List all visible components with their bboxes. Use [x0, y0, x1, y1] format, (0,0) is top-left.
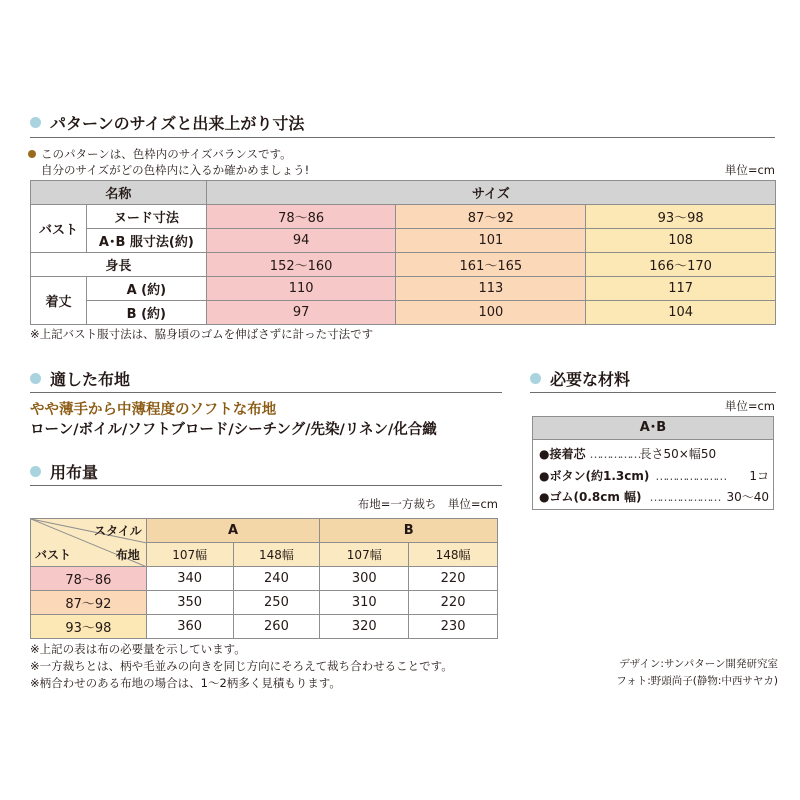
table-cell: 320	[320, 615, 409, 639]
row-label-garment: A･B 服寸法(約)	[86, 229, 206, 253]
section-divider	[30, 485, 502, 486]
table-cell: 240	[233, 567, 320, 591]
row-label-height: 身長	[31, 253, 207, 277]
material-leader: ……………	[589, 446, 640, 461]
section-bullet-icon	[30, 466, 41, 477]
materials-section-title	[530, 367, 630, 390]
style-a-header: A	[146, 519, 320, 543]
size-note-line2: 自分のサイズがどの色枠内に入るか確かめましょう!	[41, 163, 310, 177]
materials-box	[532, 416, 774, 510]
row-label-b: B (約)	[86, 301, 206, 325]
row-label-bust: バスト	[31, 205, 87, 253]
table-row	[31, 591, 498, 615]
section-bullet-icon	[30, 373, 41, 384]
yardage-table	[30, 518, 498, 639]
material-leader: …………………	[655, 468, 726, 483]
credits	[560, 656, 778, 690]
table-cell: 250	[233, 591, 320, 615]
diagonal-header-cell	[31, 519, 147, 567]
table-cell: 260	[233, 615, 320, 639]
table-row	[31, 615, 498, 639]
table-cell: 350	[146, 591, 233, 615]
section-divider	[30, 137, 775, 138]
fabric-section-title-text: 適した布地	[50, 370, 131, 389]
bust-cell: 87〜92	[31, 591, 147, 615]
size-table	[30, 180, 776, 325]
fabric-list: ローン/ボイル/ソフトブロード/シーチング/先染/リネン/化合織	[30, 422, 437, 438]
table-cell: 87〜92	[396, 205, 586, 229]
table-cell: 100	[396, 301, 586, 325]
bust-cell: 78〜86	[31, 567, 147, 591]
material-value: 30〜40	[726, 490, 769, 504]
material-name: 接着芯	[549, 447, 586, 461]
material-item: ● ゴム(0.8cm 幅) ………………… 30〜40	[539, 489, 769, 504]
fabric-section-title	[30, 367, 130, 390]
width-header: 148幅	[233, 543, 320, 567]
row-label-a: A (約)	[86, 277, 206, 301]
yardage-note: ※柄合わせのある布地の場合は、1〜2柄多く見積もります。	[30, 676, 341, 690]
yardage-unit-label: 布地=一方裁ち 単位=cm	[357, 497, 498, 511]
size-note-line1: このパターンは、色枠内のサイズバランスです。	[41, 147, 292, 161]
table-cell: 340	[146, 567, 233, 591]
style-label: スタイル	[93, 524, 142, 538]
credit-photo: フォト:野頭尚子(静物:中西サヤカ)	[616, 675, 778, 687]
table-cell: 310	[320, 591, 409, 615]
fabric-label: 布地	[115, 548, 140, 562]
table-cell: 113	[396, 277, 586, 301]
table-cell: 93〜98	[586, 205, 776, 229]
materials-section-title-text: 必要な材料	[550, 370, 631, 389]
table-cell: 108	[586, 229, 776, 253]
bust-label: バスト	[35, 548, 72, 562]
table-cell: 110	[206, 277, 396, 301]
material-value: 1コ	[749, 469, 769, 483]
material-name: ボタン(約1.3cm)	[549, 469, 650, 483]
section-divider	[530, 392, 776, 393]
size-unit-label: 単位=cm	[724, 163, 775, 177]
size-footnote: ※上記バスト服寸法は、脇身頃のゴムを伸ばさずに計った寸法です	[30, 327, 374, 341]
size-section-title-text: パターンのサイズと出来上がり寸法	[50, 114, 305, 133]
row-label-length: 着丈	[31, 277, 87, 325]
header-name: 名称	[31, 181, 207, 205]
yardage-note: ※一方裁ちとは、柄や毛並みの向きを同じ方向にそろえて裁ち合わせることです。	[30, 659, 453, 673]
fabric-highlight: やや薄手から中薄程度のソフトな布地	[30, 402, 277, 418]
table-cell: 94	[206, 229, 396, 253]
material-value: 長さ50×幅50	[639, 447, 717, 461]
table-cell: 78〜86	[206, 205, 396, 229]
table-cell: 220	[409, 567, 498, 591]
yardage-section-title-text: 用布量	[50, 463, 99, 482]
yardage-notes	[30, 641, 453, 692]
table-cell: 220	[409, 591, 498, 615]
table-cell: 360	[146, 615, 233, 639]
note-bullet-icon	[28, 150, 36, 158]
table-cell: 152〜160	[206, 253, 396, 277]
table-row	[31, 567, 498, 591]
table-cell: 101	[396, 229, 586, 253]
materials-unit-label: 単位=cm	[724, 399, 775, 413]
style-b-header: B	[320, 519, 498, 543]
table-cell: 300	[320, 567, 409, 591]
bust-cell: 93〜98	[31, 615, 147, 639]
credit-design: デザイン:サンパターン開発研究室	[619, 658, 778, 670]
material-item: ● 接着芯 …………… 長さ50×幅50	[539, 446, 717, 461]
table-cell: 104	[586, 301, 776, 325]
material-item: ● ボタン(約1.3cm) ………………… 1コ	[539, 468, 769, 483]
table-cell: 166〜170	[586, 253, 776, 277]
header-size: サイズ	[206, 181, 775, 205]
section-bullet-icon	[530, 373, 541, 384]
table-cell: 97	[206, 301, 396, 325]
material-name: ゴム(0.8cm 幅)	[549, 490, 642, 504]
yardage-section-title	[30, 460, 98, 483]
row-label-nude: ヌード寸法	[86, 205, 206, 229]
material-leader: …………………	[649, 489, 720, 504]
width-header: 107幅	[320, 543, 409, 567]
table-cell: 117	[586, 277, 776, 301]
width-header: 107幅	[146, 543, 233, 567]
table-cell: 230	[409, 615, 498, 639]
section-bullet-icon	[30, 117, 41, 128]
size-note	[28, 146, 309, 178]
size-section-title	[30, 111, 304, 134]
yardage-note: ※上記の表は布の必要量を示しています。	[30, 642, 246, 656]
section-divider	[30, 392, 502, 393]
width-header: 148幅	[409, 543, 498, 567]
materials-header: A･B	[533, 417, 773, 440]
table-cell: 161〜165	[396, 253, 586, 277]
